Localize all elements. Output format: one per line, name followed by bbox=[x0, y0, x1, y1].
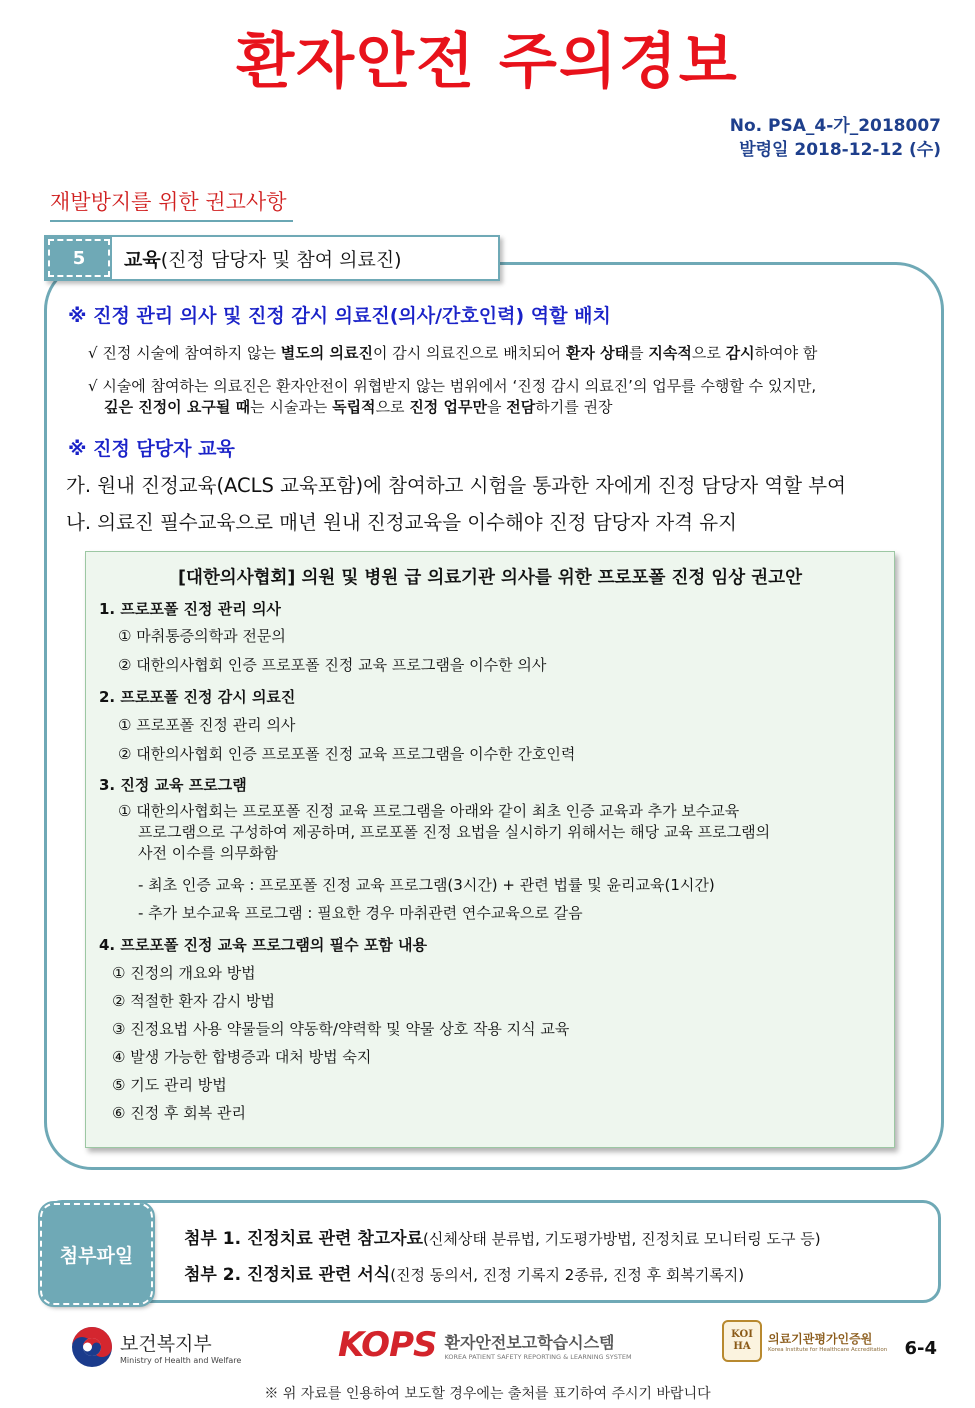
list-item: ④ 발생 가능한 합병증과 대처 방법 숙지 bbox=[112, 1048, 372, 1066]
attachment-1-link[interactable]: 첨부 1. 진정치료 관련 참고자료(신체상태 분류법, 기도평가방법, 진정치료 모니터링 도구 등) bbox=[184, 1229, 821, 1249]
list-item: ② 적절한 환자 감시 방법 bbox=[112, 992, 275, 1010]
role-heading: ※ 진정 관리 의사 및 진정 감시 의료진(의사/간호인력) 역할 배치 bbox=[68, 305, 611, 327]
page-number: 6-4 bbox=[904, 1338, 937, 1359]
guideline-box bbox=[85, 551, 895, 1148]
attachments-badge: 첨부파일 bbox=[40, 1203, 153, 1305]
list-item: - 최초 인증 교육 : 프로포폴 진정 교육 프로그램(3시간) + 관련 법률 및 윤리교육(1시간) bbox=[138, 876, 715, 894]
koiha-emblem-icon: KOI HA bbox=[722, 1320, 762, 1362]
citation-footnote: ※ 위 자료를 인용하여 보도할 경우에는 출처를 표기하여 주시기 바랍니다 bbox=[264, 1386, 711, 1402]
recommendation-tab bbox=[44, 235, 500, 281]
page-title: 환자안전 주의경보 bbox=[236, 27, 739, 97]
alert-meta bbox=[730, 114, 941, 162]
mohw-name-en: Ministry of Health and Welfare bbox=[120, 1356, 242, 1365]
education-line-na: 나. 의료진 필수교육으로 매년 원내 진정교육을 이수해야 진정 담당자 자격 유지 bbox=[66, 511, 737, 534]
guideline-title: [대한의사협회] 의원 및 병원 급 의료기관 의사를 위한 프로포폴 진정 임상 권고안 bbox=[178, 568, 802, 588]
taegeuk-icon bbox=[70, 1325, 114, 1369]
kops-name-ko: 환자안전보고학습시스템 bbox=[444, 1332, 615, 1352]
recommendation-title-rest: (진정 담당자 및 참여 의료진) bbox=[160, 248, 402, 271]
guideline-section-4-head: 4. 프로포폴 진정 교육 프로그램의 필수 포함 내용 bbox=[99, 936, 428, 954]
guideline-section-3-paragraph: ① 대한의사협회는 프로포폴 진정 교육 프로그램을 아래와 같이 최초 인증 교육과 추가 보수교육 프로그램으로 구성하여 제공하며, 프로포폴 진정 요법을 실시하기 위해서는 해당 교육 프로그램의 사전 이수를 의무화함 bbox=[118, 802, 771, 862]
list-item: - 추가 보수교육 프로그램 : 필요한 경우 마취관련 연수교육으로 갈음 bbox=[138, 904, 583, 922]
recommendation-number: 5 bbox=[48, 239, 110, 277]
guideline-section-2-head: 2. 프로포폴 진정 감시 의료진 bbox=[99, 688, 296, 706]
list-item: ① 프로포폴 진정 관리 의사 bbox=[118, 716, 296, 734]
koiha-name-ko: 의료기관평가인증원 bbox=[768, 1331, 873, 1346]
list-item: ② 대한의사협회 인증 프로포폴 진정 교육 프로그램을 이수한 의사 bbox=[118, 656, 547, 674]
attachment-2-link[interactable]: 첨부 2. 진정치료 관련 서식(진정 동의서, 진정 기록지 2종류, 진정 후 회복기록지) bbox=[184, 1265, 745, 1285]
list-item: ⑤ 기도 관리 방법 bbox=[112, 1076, 227, 1094]
list-item: ① 마취통증의학과 전문의 bbox=[118, 627, 286, 645]
guideline-section-3-head: 3. 진정 교육 프로그램 bbox=[99, 776, 247, 794]
list-item: ② 대한의사협회 인증 프로포폴 진정 교육 프로그램을 이수한 간호인력 bbox=[118, 745, 576, 763]
guideline-section-1-head: 1. 프로포폴 진정 관리 의사 bbox=[99, 600, 281, 618]
list-item: ① 진정의 개요와 방법 bbox=[112, 964, 256, 982]
alert-number: No. PSA_4-가_2018007 bbox=[729, 116, 941, 136]
role-item-1: √ 진정 시술에 참여하지 않는 별도의 의료진이 감시 의료진으로 배치되어 환자 상태를 지속적으로 감시하여야 함 bbox=[88, 344, 818, 362]
mohw-name-ko: 보건복지부 bbox=[120, 1333, 212, 1355]
education-heading: ※ 진정 담당자 교육 bbox=[68, 438, 235, 460]
koiha-logo bbox=[722, 1320, 887, 1362]
section-heading: 재발방지를 위한 권고사항 bbox=[50, 186, 293, 222]
mohw-logo bbox=[70, 1325, 241, 1369]
role-item-2: √ 시술에 참여하는 의료진은 환자안전이 위협받지 않는 범위에서 ‘진정 감시 의료진’의 업무를 수행할 수 있지만, 깊은 진정이 요구될 때는 시술과는 독립적으로 진정 업무만을 전담하기를 권장 bbox=[88, 377, 817, 416]
education-line-ga: 가. 원내 진정교육(ACLS 교육포함)에 참여하고 시험을 통과한 자에게 진정 담당자 역할 부여 bbox=[66, 474, 846, 497]
issue-date: 발령일 2018-12-12 (수) bbox=[739, 140, 941, 160]
recommendation-title bbox=[124, 245, 402, 272]
kops-wordmark: KOPS bbox=[338, 1325, 437, 1365]
recommendation-title-bold: 교육 bbox=[124, 248, 161, 271]
kops-logo bbox=[338, 1325, 632, 1365]
attachments-box bbox=[44, 1200, 941, 1303]
koiha-name-en: Korea Institute for Healthcare Accreditation bbox=[768, 1346, 888, 1353]
kops-name-en: KOREA PATIENT SAFETY REPORTING & LEARNING SYSTEM bbox=[444, 1352, 632, 1361]
list-item: ⑥ 진정 후 회복 관리 bbox=[112, 1104, 246, 1122]
list-item: ③ 진정요법 사용 약물들의 약동학/약력학 및 약물 상호 작용 지식 교육 bbox=[112, 1020, 570, 1038]
